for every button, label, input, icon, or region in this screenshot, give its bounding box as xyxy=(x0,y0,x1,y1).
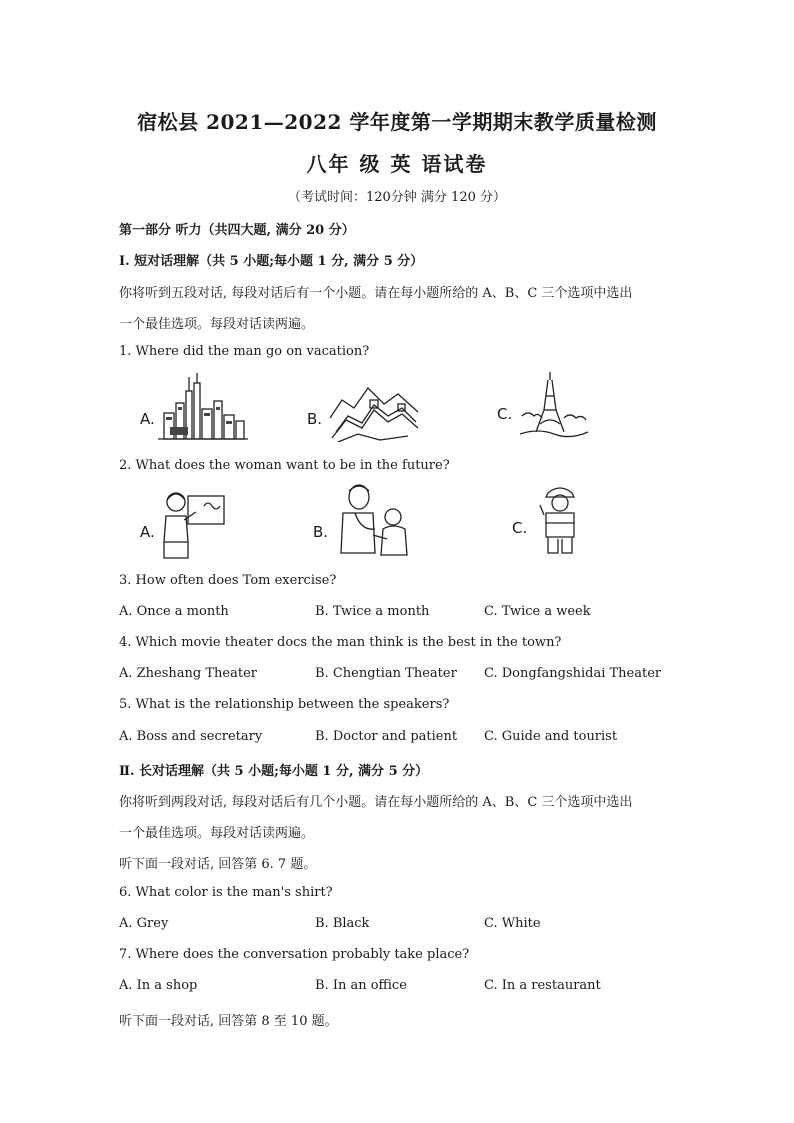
q1-option-b-label: B. xyxy=(307,410,323,428)
question-5: 5. What is the relationship between the speakers? xyxy=(119,697,450,712)
part1-heading: 第一部分 听力（共四大题, 满分 20 分） xyxy=(119,223,355,238)
q6-option-a: A. Grey xyxy=(119,916,169,931)
question-6: 6. What color is the man's shirt? xyxy=(119,885,333,900)
dialogue-intro-6-7: 听下面一段对话, 回答第 6. 7 题。 xyxy=(119,857,317,872)
q3-option-a: A. Once a month xyxy=(119,604,229,619)
q4-option-c: C. Dongfangshidai Theater xyxy=(484,666,662,681)
exam-info: （考试时间：120分钟 满分 120 分） xyxy=(287,190,507,205)
firefighter-image xyxy=(538,483,582,555)
city-skyline-image xyxy=(158,373,248,441)
question-4: 4. Which movie theater docs the man think is the best in the town? xyxy=(119,635,562,650)
question-2: 2. What does the woman want to be in the future? xyxy=(119,458,450,473)
section1-instruction-line2: 一个最佳选项。每段对话读两遍。 xyxy=(119,317,315,332)
section2-instruction-line2: 一个最佳选项。每段对话读两遍。 xyxy=(119,826,315,841)
great-wall-image xyxy=(328,378,420,442)
doctor-image xyxy=(335,483,417,559)
q2-option-a-label: A. xyxy=(140,523,155,541)
question-1: 1. Where did the man go on vacation? xyxy=(119,344,370,359)
teacher-image xyxy=(160,486,226,560)
q6-option-b: B. Black xyxy=(315,916,370,931)
q5-option-c: C. Guide and tourist xyxy=(484,729,618,744)
q3-option-c: C. Twice a week xyxy=(484,604,591,619)
section2-instruction-line1: 你将听到两段对话, 每段对话后有几个小题。请在每小题所给的 A、B、C 三个选项中选出 xyxy=(119,795,633,810)
exam-title: 宿松县 2021—2022 学年度第一学期期末教学质量检测 xyxy=(137,110,657,134)
dialogue-intro-8-10: 听下面一段对话, 回答第 8 至 10 题。 xyxy=(119,1014,338,1029)
question-7: 7. Where does the conversation probably take place? xyxy=(119,947,470,962)
q2-option-c-label: C. xyxy=(512,519,528,537)
q7-option-c: C. In a restaurant xyxy=(484,978,601,993)
q4-option-b: B. Chengtian Theater xyxy=(315,666,457,681)
q7-option-b: B. In an office xyxy=(315,978,407,993)
eiffel-tower-image xyxy=(518,370,590,442)
q7-option-a: A. In a shop xyxy=(119,978,198,993)
q5-option-b: B. Doctor and patient xyxy=(315,729,458,744)
q3-option-b: B. Twice a month xyxy=(315,604,430,619)
q5-option-a: A. Boss and secretary xyxy=(119,729,263,744)
q1-option-c-label: C. xyxy=(497,405,513,423)
section1-heading: I. 短对话理解（共 5 小题;每小题 1 分, 满分 5 分） xyxy=(119,254,424,269)
section1-instruction-line1: 你将听到五段对话, 每段对话后有一个小题。请在每小题所给的 A、B、C 三个选项中选出 xyxy=(119,286,633,301)
q2-option-b-label: B. xyxy=(313,523,329,541)
q4-option-a: A. Zheshang Theater xyxy=(119,666,257,681)
question-3: 3. How often does Tom exercise? xyxy=(119,573,337,588)
q1-option-a-label: A. xyxy=(140,410,155,428)
q6-option-c: C. White xyxy=(484,916,541,931)
exam-subtitle: 八年 级 英 语试卷 xyxy=(306,152,488,176)
section2-heading: Ⅱ. 长对话理解（共 5 小题;每小题 1 分, 满分 5 分） xyxy=(119,764,429,779)
